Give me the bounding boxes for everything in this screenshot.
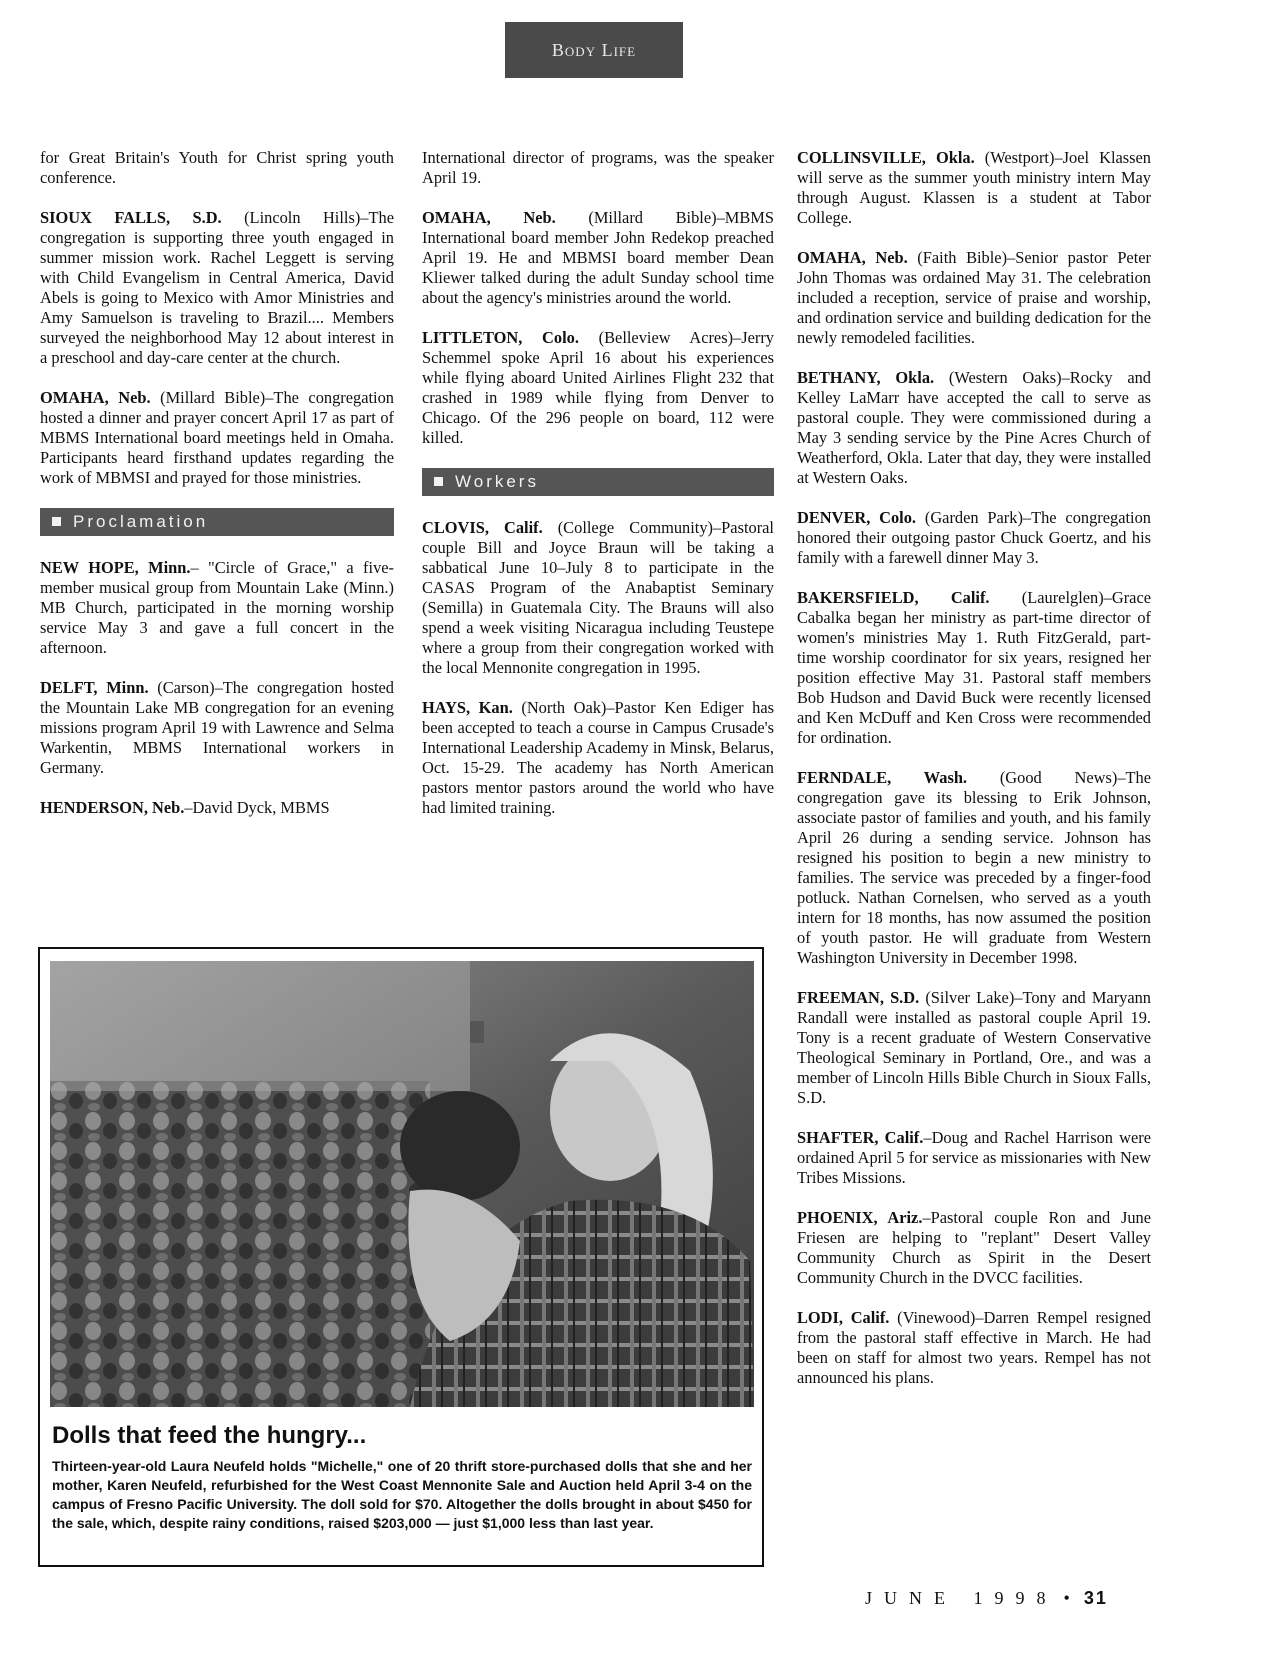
news-item-text: (College Community)–Pastoral couple Bill and Joyce Braun will be taking a sabbatical June 10–July 8 to participate in the CASAS Program of the Anabaptist Seminary (Semilla) in Guatemala City. The Brauns will also spend a week visiting Nicaragua including Teustepe where a group from their congregation worked with the local Mennonite congregation in 1995. <box>422 518 774 677</box>
caption-title: Dolls that feed the hungry... <box>52 1422 367 1449</box>
news-item-location: BAKERSFIELD, Calif. <box>797 588 990 607</box>
news-item <box>797 1208 1151 1288</box>
news-item-location: NEW HOPE, Minn. <box>40 558 191 577</box>
news-item-text: –Doug and Rachel Harrison were ordained April 5 for service as missionaries with New Tribes Missions. <box>797 1128 1151 1187</box>
news-item-location: CLOVIS, Calif. <box>422 518 543 537</box>
news-item <box>797 988 1151 1108</box>
section-bar-proclamation <box>40 508 394 536</box>
news-item-text: –Pastoral couple Ron and June Friesen are helping to "replant" Desert Valley Community Church as Spirit in the Desert Community Church in the DVCC facilities. <box>797 1208 1151 1287</box>
news-item <box>422 698 774 818</box>
news-item-text: (Belleview Acres)–Jerry Schemmel spoke April 16 about his experiences while flying aboard United Airlines Flight 232 that crashed in 1989 while flying from Denver to Chicago. Of the 296 people on board, 112 were killed. <box>422 328 775 447</box>
news-item-location: SIOUX FALLS, S.D. <box>40 208 222 227</box>
news-item <box>40 678 394 778</box>
news-item <box>40 558 394 658</box>
news-item <box>797 1308 1151 1388</box>
news-item-text: (Silver Lake)–Tony and Maryann Randall were installed as pastoral couple April 19. Tony is a recent graduate of Western Conservative Theological Seminary in Portland, Ore., and was a member of Lincoln Hills Bible Church in Sioux Falls, S.D. <box>797 988 1152 1107</box>
news-item-location: HENDERSON, Neb. <box>40 798 185 817</box>
square-bullet-icon <box>434 477 443 486</box>
news-item <box>797 588 1151 748</box>
news-item-location: DENVER, Colo. <box>797 508 917 527</box>
photo-feature <box>38 947 764 1567</box>
news-item-location: OMAHA, Neb. <box>797 248 908 267</box>
news-item-location: SHAFTER, Calif. <box>797 1128 924 1147</box>
caption-text: Thirteen-year-old Laura Neufeld holds "Michelle," one of 20 thrift store-purchased dolls that she and her mother, Karen Neufeld, refurbished for the West Coast Mennonite Sale and Auction held April 3-4 on the campus of Fresno Pacific University. The doll sold for $70. Altogether the dolls brought in about $450 for the sale, which, despite rainy conditions, raised $203,000 — just $1,000 less than last year. <box>52 1458 752 1531</box>
news-item <box>797 248 1151 348</box>
section-header: Body Life <box>505 22 683 78</box>
news-item <box>422 328 774 448</box>
news-item <box>40 798 394 818</box>
news-item-text: International director of programs, was the speaker April 19. <box>422 148 774 187</box>
news-item-text: (Carson)–The congregation hosted the Mountain Lake MB congregation for an evening missions program April 19 with Lawrence and Selma Warkentin, MBMS International workers in Germany. <box>40 678 394 777</box>
news-item <box>422 518 774 678</box>
news-item-location: BETHANY, Okla. <box>797 368 935 387</box>
news-item-location: LODI, Calif. <box>797 1308 890 1327</box>
news-item-location: COLLINSVILLE, Okla. <box>797 148 975 167</box>
news-item-text: (Millard Bible)–The congregation hosted a dinner and prayer concert April 17 as part of MBMS International board meetings held in Omaha. Participants heard firsthand updates regarding the work of MBMSI and prayed for those ministries. <box>40 388 394 487</box>
news-item-text: (Faith Bible)–Senior pastor Peter John Thomas was ordained May 31. The celebration included a reception, service of praise and worship, and ordination service and building dedication for the newly remodeled facilities. <box>797 248 1151 347</box>
news-item <box>797 768 1151 968</box>
news-item-location: OMAHA, Neb. <box>422 208 556 227</box>
news-item-text: (Lincoln Hills)–The congregation is supporting three youth engaged in summer mission work. Rachel Leggett is serving with Child Evangelism in Central America, David Abels is going to Mexico with Amor Ministries and Amy Samuelson is traveling to Brazil.... Members surveyed the neighborhood May 12 about interest in a preschool and day-care center at the church. <box>40 208 394 367</box>
news-item-location: DELFT, Minn. <box>40 678 149 697</box>
news-item-location: OMAHA, Neb. <box>40 388 151 407</box>
news-item-text: (Garden Park)–The congregation honored their outgoing pastor Chuck Goertz, and his family with a farewell dinner May 3. <box>797 508 1151 567</box>
issue-date: JUNE 1998 <box>865 1588 1058 1608</box>
news-item <box>797 1128 1151 1188</box>
news-item-location: FREEMAN, S.D. <box>797 988 920 1007</box>
news-item-text: for Great Britain's Youth for Christ spring youth conference. <box>40 148 394 187</box>
column-2 <box>422 148 774 838</box>
news-item-location: LITTLETON, Colo. <box>422 328 579 347</box>
news-item-text: –David Dyck, MBMS <box>184 798 330 817</box>
news-item <box>422 208 774 308</box>
news-item <box>797 148 1151 228</box>
news-item <box>797 508 1151 568</box>
news-item-text: (Vinewood)–Darren Rempel resigned from the pastoral staff effective in March. He had been on staff for almost two years. Rempel has not announced his plans. <box>797 1308 1151 1387</box>
news-item <box>40 388 394 488</box>
page-footer <box>865 1588 1108 1609</box>
news-item <box>422 148 774 188</box>
column-3 <box>797 148 1151 1408</box>
news-item-text: (Western Oaks)–Rocky and Kelley LaMarr have accepted the call to serve as pastoral couple. They were commissioned during a May 3 sending service by the Pine Acres Church of Weatherford, Okla. Later that day, they were installed at Western Oaks. <box>797 368 1151 487</box>
news-item <box>40 148 394 188</box>
section-bar-workers <box>422 468 774 496</box>
photo-girl-holding-doll <box>50 961 754 1407</box>
footer-separator: • <box>1063 1588 1070 1608</box>
news-item-text: – "Circle of Grace," a five-member musical group from Mountain Lake (Minn.) MB Church, participated in the morning worship service May 3 and gave a full concert in the afternoon. <box>40 558 395 657</box>
square-bullet-icon <box>52 517 61 526</box>
news-item-location: FERNDALE, Wash. <box>797 768 968 787</box>
news-item-text: (Millard Bible)–MBMS International board member John Redekop preached April 19. He and MBMSI board member Dean Kliewer talked during the adult Sunday school time about the agency's ministries around the world. <box>422 208 774 307</box>
news-item-location: PHOENIX, Ariz. <box>797 1208 923 1227</box>
news-item-text: (Good News)–The congregation gave its blessing to Erik Johnson, associate pastor of families and youth, and his family April 26 during a sending service. Johnson has resigned his position to begin a new ministry to families. The service was preceded by a finger-food potluck. Nathan Cornelsen, who served as a youth intern for 18 months, has now assumed the position of youth pastor. He will graduate from Western Washington University in December 1998. <box>797 768 1151 967</box>
column-1 <box>40 148 394 838</box>
news-item-text: (North Oak)–Pastor Ken Ediger has been accepted to teach a course in Campus Crusade's International Leadership Academy in Minsk, Belarus, Oct. 15-29. The academy has North American pastors mentor pastors around the world who have had limited training. <box>422 698 774 817</box>
news-item-text: (Laurelglen)–Grace Cabalka began her ministry as part-time director of women's ministries May 1. Ruth FitzGerald, part-time worship coordinator for six years, resigned her position effective May 31. Pastoral staff members Bob Hudson and David Buck were recently licensed and Ken McDuff and Ken Cross were recommended for ordination. <box>797 588 1151 747</box>
section-title: Workers <box>455 472 539 491</box>
news-item <box>797 368 1151 488</box>
news-item-text: (Westport)–Joel Klassen will serve as the summer youth ministry intern May through August. Klassen is a student at Tabor College. <box>797 148 1152 227</box>
news-item <box>40 208 394 368</box>
section-title: Proclamation <box>73 512 209 531</box>
page-number: 31 <box>1083 1588 1108 1608</box>
news-item-location: HAYS, Kan. <box>422 698 513 717</box>
